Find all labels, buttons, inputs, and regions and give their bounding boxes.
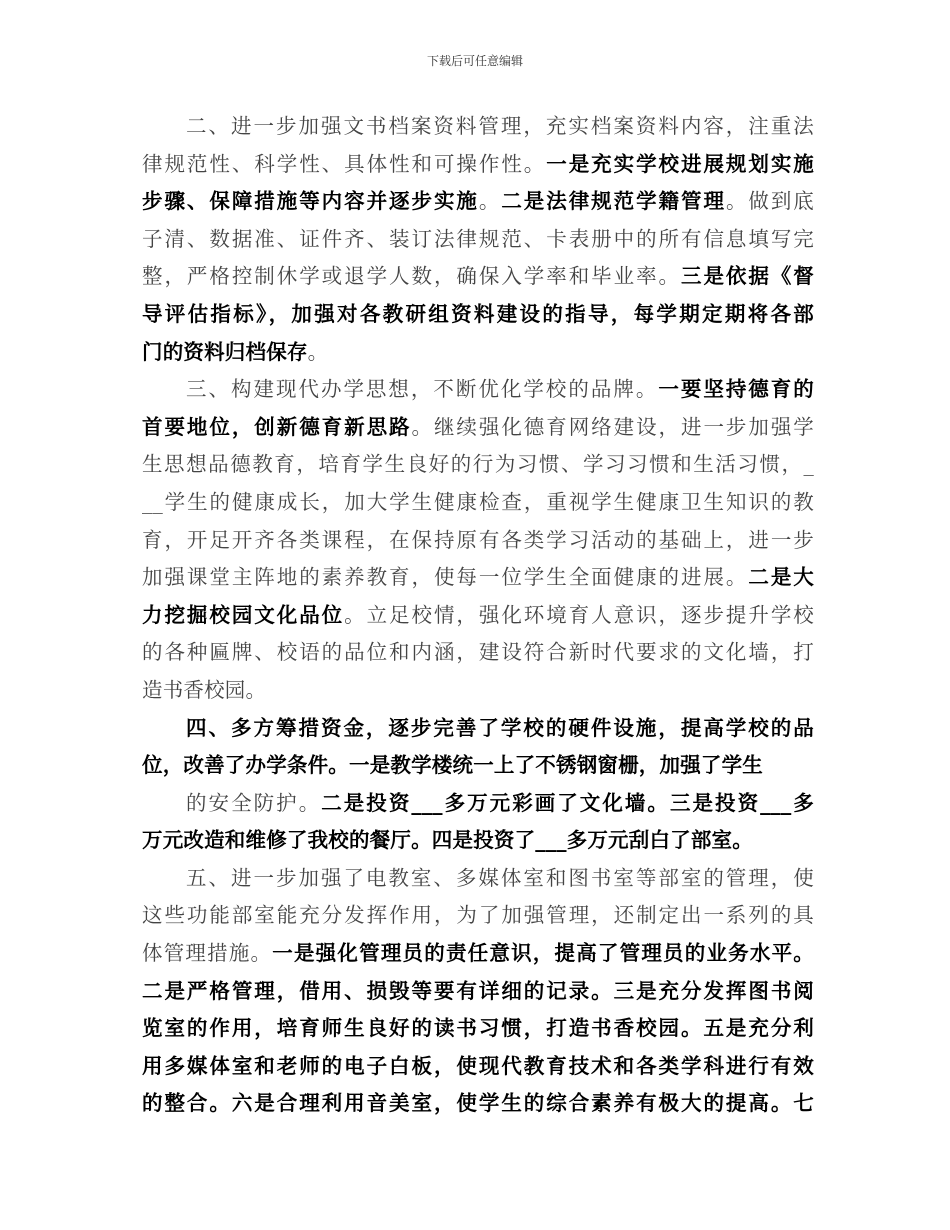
text-line xyxy=(142,860,814,898)
bold-text-segment: 二是法律规范学籍管理 xyxy=(501,189,726,214)
bold-text-segment: 二是大 xyxy=(748,565,814,590)
text-line xyxy=(142,973,814,1011)
text-line xyxy=(142,409,814,447)
bold-text-segment: 门的资料归档保存 xyxy=(142,339,308,364)
text-segment: 体管理措施。 xyxy=(142,941,273,966)
text-line xyxy=(142,334,814,372)
bold-text-segment: 的整合。六是合理利用音美室，使学生的综合素养有极大的提高。七 xyxy=(142,1091,814,1116)
text-line xyxy=(142,597,814,635)
text-line xyxy=(142,935,814,973)
text-line xyxy=(142,522,814,560)
text-segment: __学生的健康成长，加大学生健康检查，重视学生健康卫生知识的教 xyxy=(142,489,814,514)
text-line xyxy=(142,897,814,935)
text-segment: 加强课堂主阵地的素养教育，使每一位学生全面健康的进展。 xyxy=(142,565,749,590)
text-segment: 这些功能部室能充分发挥作用，为了加强管理，还制定出一系列的具 xyxy=(142,903,814,928)
text-segment: 五、进一步加强了电教室、多媒体室和图书室等部室的管理，使 xyxy=(186,865,814,890)
bold-text-segment: 用多媒体室和老师的电子白板，使现代教育技术和各类学科进行有效 xyxy=(142,1053,814,1078)
text-segment: 。 xyxy=(307,339,329,364)
text-segment: 生思想品德教育，培育学生良好的行为习惯、学习习惯和生活习惯，_ xyxy=(142,452,814,477)
text-line xyxy=(142,822,814,860)
text-segment: 整，严格控制休学或退学人数，确保入学率和毕业率。 xyxy=(142,264,681,289)
text-segment: 三、构建现代办学思想，不断优化学校的品牌。 xyxy=(186,377,659,402)
text-line xyxy=(142,296,814,334)
text-line xyxy=(142,484,814,522)
text-line xyxy=(142,672,814,710)
text-line xyxy=(142,146,814,184)
text-line xyxy=(142,785,814,823)
bold-text-segment: 四、多方筹措资金，逐步完善了学校的硬件设施，提高学校的品 xyxy=(186,715,814,740)
bold-text-segment: 位，改善了办学条件。一是教学楼统一上了不锈钢窗栅，加强了学生 xyxy=(142,753,763,778)
document-body xyxy=(142,108,814,1123)
bold-text-segment: 导评估指标》，加强对各教研组资料建设的指导，每学期定期将各部 xyxy=(142,301,814,326)
text-line xyxy=(142,108,814,146)
bold-text-segment: 力挖掘校园文化品位 xyxy=(142,602,345,627)
text-line xyxy=(142,747,814,785)
text-line xyxy=(142,710,814,748)
text-line xyxy=(142,371,814,409)
bold-text-segment: 万元改造和维修了我校的餐厅。四是投资了___多万元刮白了部室。 xyxy=(142,828,753,853)
text-segment: 造书香校园。 xyxy=(142,677,267,702)
text-segment: 二、进一步加强文书档案资料管理，充实档案资料内容，注重法 xyxy=(186,114,814,138)
text-line xyxy=(142,446,814,484)
page-header: 下载后可任意编辑 xyxy=(426,54,523,68)
bold-text-segment: 一是强化管理员的责任意识，提高了管理员的业务水平。 xyxy=(272,941,814,966)
text-segment: 的安全防护。 xyxy=(186,790,322,815)
text-line xyxy=(142,559,814,597)
text-line xyxy=(142,183,814,221)
text-segment: 。立足校情，强化环境育人意识，逐步提升学校 xyxy=(344,602,814,627)
text-segment: 。继续强化德育网络建设，进一步加强学 xyxy=(411,414,814,439)
text-segment: 育，开足开齐各类课程，在保持原有各类学习活动的基础上，进一步 xyxy=(142,527,814,552)
bold-text-segment: 三是依据《督 xyxy=(681,264,814,289)
text-line xyxy=(142,221,814,259)
text-line xyxy=(142,1048,814,1086)
text-segment: 。 xyxy=(478,189,502,214)
text-segment: 律规范性、科学性、具体性和可操作性。 xyxy=(142,151,547,176)
text-line xyxy=(142,1085,814,1123)
bold-text-segment: 览室的作用，培育师生良好的读书习惯，打造书香校园。五是充分利 xyxy=(142,1016,814,1041)
text-segment: 。做到底 xyxy=(725,189,814,214)
text-line xyxy=(142,258,814,296)
bold-text-segment: 二是投资___多万元彩画了文化墙。三是投资___多 xyxy=(321,790,814,815)
text-line xyxy=(142,634,814,672)
bold-text-segment: 二是严格管理，借用、损毁等要有详细的记录。三是充分发挥图书阅 xyxy=(142,978,814,1003)
text-segment: 子清、数据准、证件齐、装订法律规范、卡表册中的所有信息填写完 xyxy=(142,226,814,251)
bold-text-segment: 步骤、保障措施等内容并逐步实施 xyxy=(142,189,479,214)
bold-text-segment: 一要坚持德育的 xyxy=(658,377,814,402)
bold-text-segment: 首要地位，创新德育新思路 xyxy=(142,414,412,439)
bold-text-segment: 一是充实学校进展规划实施 xyxy=(546,151,814,176)
text-line xyxy=(142,1010,814,1048)
text-segment: 的各种匾牌、校语的品位和内涵，建设符合新时代要求的文化墙，打 xyxy=(142,640,814,665)
